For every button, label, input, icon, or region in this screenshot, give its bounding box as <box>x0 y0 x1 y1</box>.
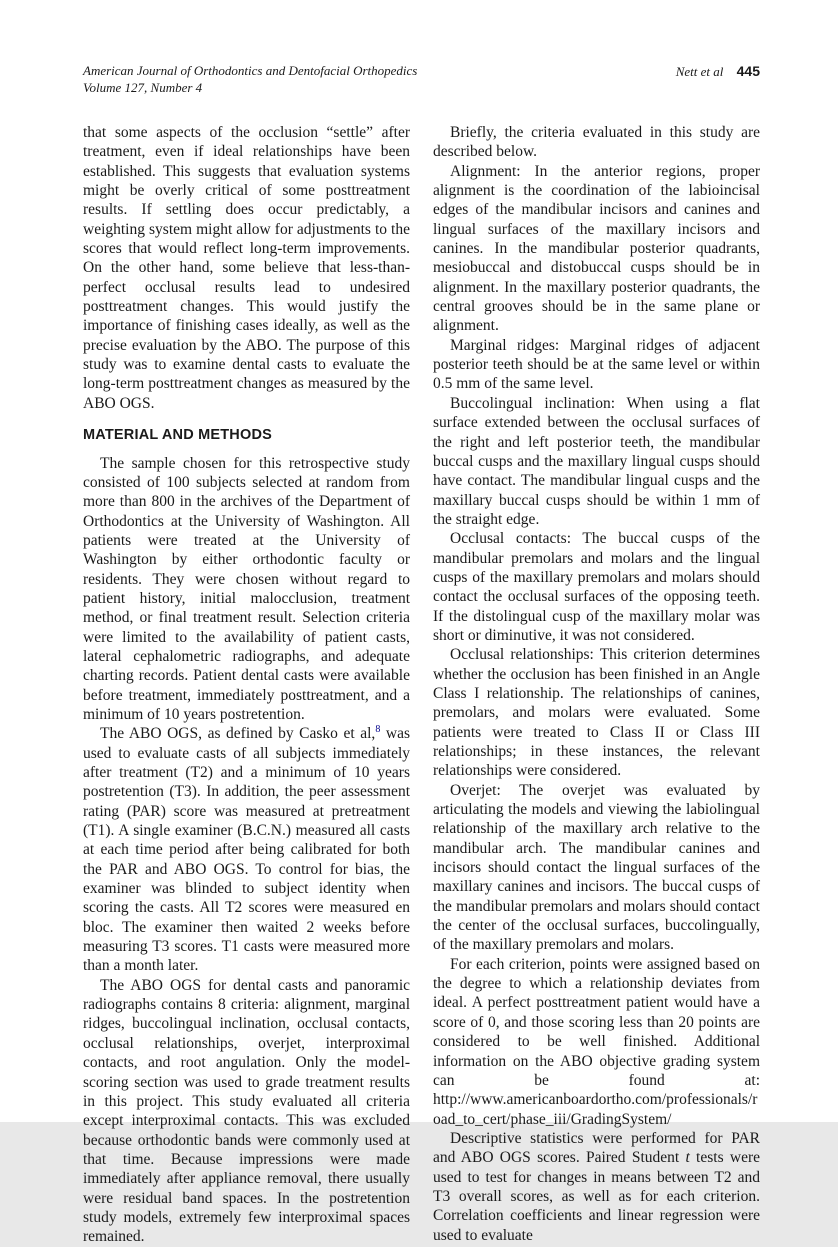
paragraph <box>433 336 760 394</box>
paragraph <box>83 976 410 1247</box>
paragraph <box>433 394 760 529</box>
text-run: Buccolingual inclination: When using a flat surface extended between the occlusal surfaces of the right and left posterior teeth, the mandibular buccal cusps and the maxillary lingual cusps should have contact. The mandibular lingual cusps and the maxillary buccal cusps should be within 1 mm of the straight edge. <box>433 394 760 528</box>
italic-text: t <box>685 1149 690 1167</box>
journal-title: American Journal of Orthodontics and Dentofacial Orthopedics <box>83 63 418 78</box>
paragraph <box>433 529 760 645</box>
paragraph <box>433 162 760 336</box>
text-run: Overjet: The overjet was evaluated by articulating the models and viewing the labiolingual relationship of the maxillary arch relative to the mandibular arch. The mandibular canines and incisors should contact the lingual surfaces of the maxillary canines and incisors. The buccal cusps of the mandibular premolars and molars should contact the center of the occlusal surfaces, buccolingually, of the maxillary premolars and molars. <box>433 781 760 954</box>
paragraph <box>83 123 410 413</box>
section-heading: MATERIAL AND METHODS <box>83 427 273 444</box>
text-run: For each criterion, points were assigned based on the degree to which a relationship deviates from ideal. A perfect posttreatment patient would have a score of 0, and those scoring less than 20 points are considered to be well finished. Additional information on the ABO objective grading system can be found at: <box>433 955 760 1089</box>
text-run: was used to evaluate casts of all subjects immediately after treatment (T2) and a minimum of 10 years postretention (T3). In addition, the peer assessment rating (PAR) score was measured at pretreatment (T1). A single examiner (B.C.N.) measured all casts at each time period after being calibrated for both the PAR and ABO OGS. To control for bias, the examiner was blinded to subject identity when scoring the casts. All T2 scores were measured en bloc. The examiner then waited 2 weeks before measuring T3 scores. T1 casts were measured more than a month later. <box>83 725 410 975</box>
volume-line: Volume 127, Number 4 <box>83 80 203 95</box>
text-run: The ABO OGS, as defined by Casko et al, <box>100 725 376 743</box>
text-run: Descriptive statistics were performed for PAR and ABO OGS scores. Paired Student <box>433 1129 760 1167</box>
text-run: Marginal ridges: Marginal ridges of adjacent posterior teeth should be at the same level or within 0.5 mm of the same level. <box>433 336 760 393</box>
paragraph <box>83 724 410 975</box>
text-run: Alignment: In the anterior regions, proper alignment is the coordination of the labioincisal edges of the mandibular incisors and canines and lingual surfaces of the maxillary incisors and canines. In the mandibular posterior quadrants, mesiobuccal and distobuccal cusps should be in alignment. In the maxillary posterior quadrants, the central grooves should be in the same plane or alignment. <box>433 162 760 335</box>
article-body <box>83 123 760 1247</box>
running-header <box>83 62 760 96</box>
journal-title-block <box>83 62 417 96</box>
paragraph <box>433 955 760 1129</box>
page-number: 445 <box>736 63 760 79</box>
paragraph <box>83 454 410 725</box>
paragraph <box>433 645 760 780</box>
paragraph <box>433 123 760 162</box>
text-run: Occlusal relationships: This criterion determines whether the occlusion has been finished in an Angle Class I relationship. The relationships of canines, premolars, and molars were evaluated. Some patients were treated to Class II or Class III relationships; in these instances, the relevant relationships were considered. <box>433 646 760 780</box>
running-authors-block <box>676 62 760 80</box>
text-run: The ABO OGS for dental casts and panoramic radiographs contains 8 criteria: alignment, marginal ridges, buccolingual inclination, occlusal contacts, occlusal relationships, overjet, interproximal contacts, and root angulation. Only the model-scoring section was used to grade treatment results in this project. This study evaluated all criteria except interproximal contacts. This was excluded because orthodontic bands were commonly used at that time. Because impressions were made immediately after appliance removal, there usually were residual band spaces. In the postretention study models, extremely few interproximal spaces remained. <box>83 976 410 1246</box>
reference-link[interactable]: 8 <box>375 724 381 736</box>
url-text: http://www.americanboardortho.com/professionals/road_to_cert/phase_iii/GradingSystem/ <box>433 1091 758 1128</box>
left-column <box>83 123 410 1247</box>
running-authors: Nett et al <box>675 64 724 79</box>
text-run: that some aspects of the occlusion “settle” after treatment, even if ideal relationships have been established. This suggests that evaluation systems might be overly critical of some posttreatment results. If settling does occur predictably, a weighting system might allow for adjustments to the scores that would reflect long-term improvements. On the other hand, some believe that less-than-perfect occlusal results lead to undesired posttreatment changes. This would justify the importance of finishing cases ideally, as well as the precise evaluation by the ABO. The purpose of this study was to examine dental casts to evaluate the long-term posttreatment changes as measured by the ABO OGS. <box>83 124 410 412</box>
text-run: Briefly, the criteria evaluated in this study are described below. <box>433 124 760 161</box>
right-column <box>433 123 760 1247</box>
paragraph <box>433 1129 760 1245</box>
text-run: tests were used to test for changes in means between T2 and T3 overall scores, as well as for each criterion. Correlation coefficients and linear regression were used to evaluate <box>433 1149 760 1244</box>
text-run: The sample chosen for this retrospective study consisted of 100 subjects selected at random from more than 800 in the archives of the Department of Orthodontics at the University of Washington. All patients were treated at the University of Washington by either orthodontic faculty or residents. They were chosen without regard to patient history, initial malocclusion, treatment method, or final treatment result. Selection criteria were limited to the availability of patient casts, lateral cephalometric radiographs, and adequate charting records. Patient dental casts were available before treatment, immediately posttreatment, and a minimum of 10 years postretention. <box>83 454 410 723</box>
text-run: Occlusal contacts: The buccal cusps of the mandibular premolars and molars and the lingual cusps of the maxillary premolars and molars should contact the occlusal surfaces of the opposing teeth. If the distolingual cusp of the maxillary molar was short or diminutive, it was not considered. <box>433 530 760 644</box>
paragraph <box>433 781 760 955</box>
